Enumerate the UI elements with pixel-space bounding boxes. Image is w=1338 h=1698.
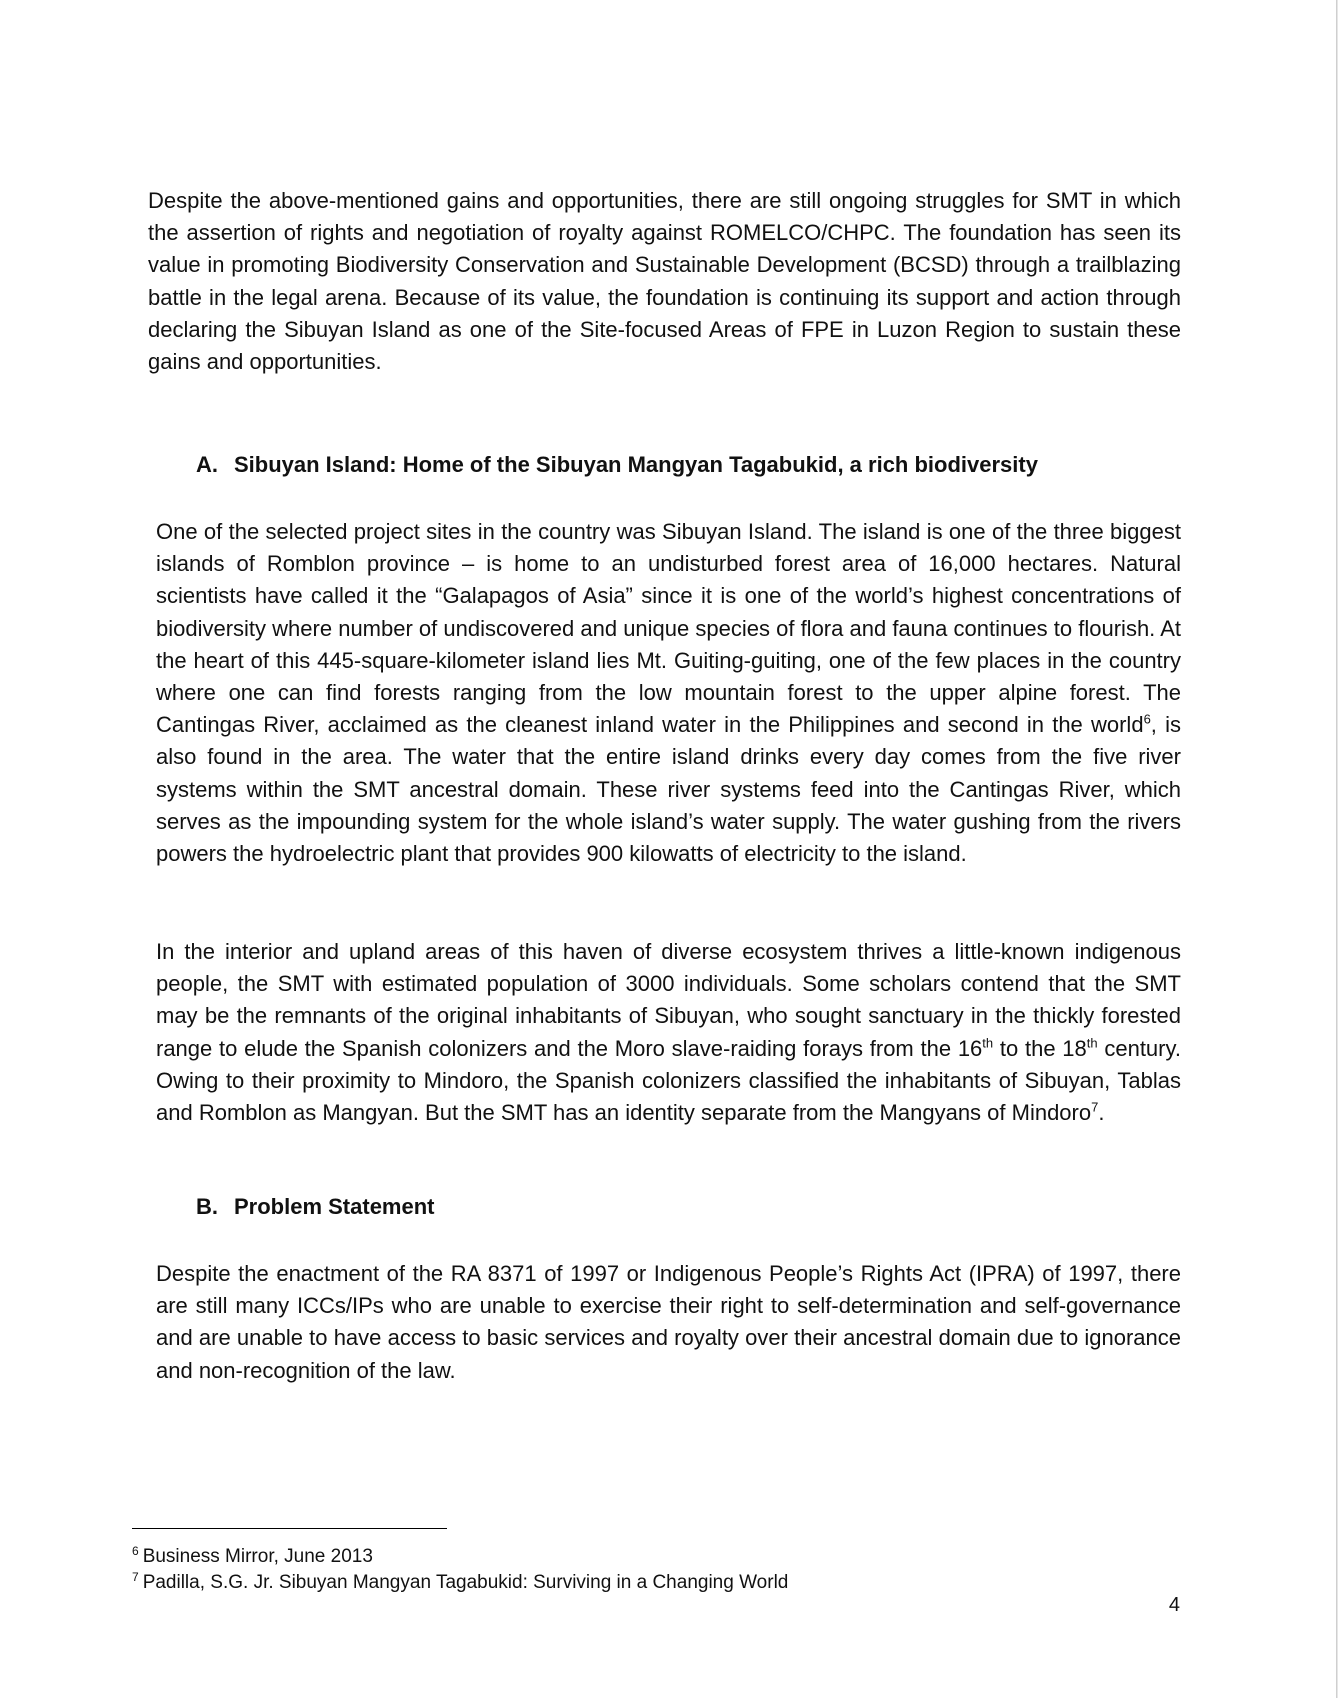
- footnote-6-text: Business Mirror, June 2013: [142, 1546, 373, 1567]
- footnote-ref-6: 6: [1143, 711, 1151, 727]
- ordinal-suffix-16th: th: [982, 1035, 994, 1051]
- smt-text-part3: century. Owing to their proximity to Mindoro, the Spanish colonizers classified the inhabitants of Sibuyan, Tablas and Romblon as Mangyan. But the SMT has an identity separate from the Mangyans of Mindoro: [156, 1035, 1181, 1126]
- section-b-letter: B.: [196, 1194, 218, 1219]
- footnote-7: [132, 1570, 788, 1596]
- section-b-title: Problem Statement: [234, 1194, 435, 1219]
- problem-paragraph: Despite the enactment of the RA 8371 of 1997 or Indigenous People’s Rights Act (IPRA) of 1997, there are still many ICCs/IPs who are unable to exercise their right to self-determination and self-governance and are unable to have access to basic services and royalty over their ancestral domain due to ignorance and non-recognition of the law.: [156, 1261, 1181, 1383]
- smt-text-end: .: [1098, 1100, 1105, 1126]
- ordinal-suffix-18th: th: [1086, 1035, 1098, 1051]
- page-number: 4: [1168, 1594, 1180, 1616]
- section-a-heading: [196, 450, 1038, 480]
- intro-paragraph: Despite the above-mentioned gains and opportunities, there are still ongoing struggles for SMT in which the assertion of rights and negotiation of royalty against ROMELCO/CHPC. The foundation has seen its value in promoting Biodiversity Conservation and Sustainable Development (BCSD) through a trailblazing battle in the legal arena. Because of its value, the foundation is continuing its support and action through declaring the Sibuyan Island as one of the Site-focused Areas of FPE in Luzon Region to sustain these gains and opportunities.: [148, 188, 1181, 375]
- footnote-7-text: Padilla, S.G. Jr. Sibuyan Mangyan Tagabukid: Surviving in a Changing World: [142, 1572, 789, 1593]
- footnote-7-mark: 7: [132, 1569, 139, 1584]
- footnote-6: [132, 1544, 373, 1570]
- smt-text-part1: In the interior and upland areas of this haven of diverse ecosystem thrives a little-known indigenous people, the SMT with estimated population of 3000 individuals. Some scholars contend that the SMT may be the remnants of the original inhabitants of Sibuyan, who sought sanctuary in the thickly forested range to elude the Spanish colonizers and the Moro slave-raiding forays from the 16: [156, 939, 1181, 1061]
- section-a-letter: A.: [196, 452, 218, 477]
- island-text-part2: , is also found in the area. The water that the entire island drinks every day comes from the five river systems within the SMT ancestral domain. These river systems feed into the Cantingas River, which serves as the impounding system for the whole island’s water supply. The water gushing from the rivers powers the hydroelectric plant that provides 900 kilowatts of electricity to the island.: [156, 712, 1181, 867]
- smt-paragraph: [156, 936, 1181, 1129]
- island-paragraph: [156, 516, 1181, 870]
- section-a-title: Sibuyan Island: Home of the Sibuyan Mangyan Tagabukid, a rich biodiversity: [234, 452, 1038, 477]
- island-text-part1: One of the selected project sites in the country was Sibuyan Island. The island is one of the three biggest islands of Romblon province – is home to an undisturbed forest area of 16,000 hectares. Natural scientists have called it the “Galapagos of Asia” since it is one of the world’s highest concentrations of biodiversity where number of undiscovered and unique species of flora and fauna continues to flourish. At the heart of this 445-square-kilometer island lies Mt. Guiting-guiting, one of the few places in the country where one can find forests ranging from the low mountain forest to the upper alpine forest. The Cantingas River, acclaimed as the cleanest inland water in the Philippines and second in the world: [156, 519, 1181, 738]
- footnote-ref-7: 7: [1091, 1099, 1099, 1115]
- section-b-heading: [196, 1192, 435, 1222]
- footnote-6-mark: 6: [132, 1543, 139, 1558]
- footnote-separator: [132, 1528, 447, 1529]
- smt-text-part2: to the 18: [993, 1035, 1087, 1061]
